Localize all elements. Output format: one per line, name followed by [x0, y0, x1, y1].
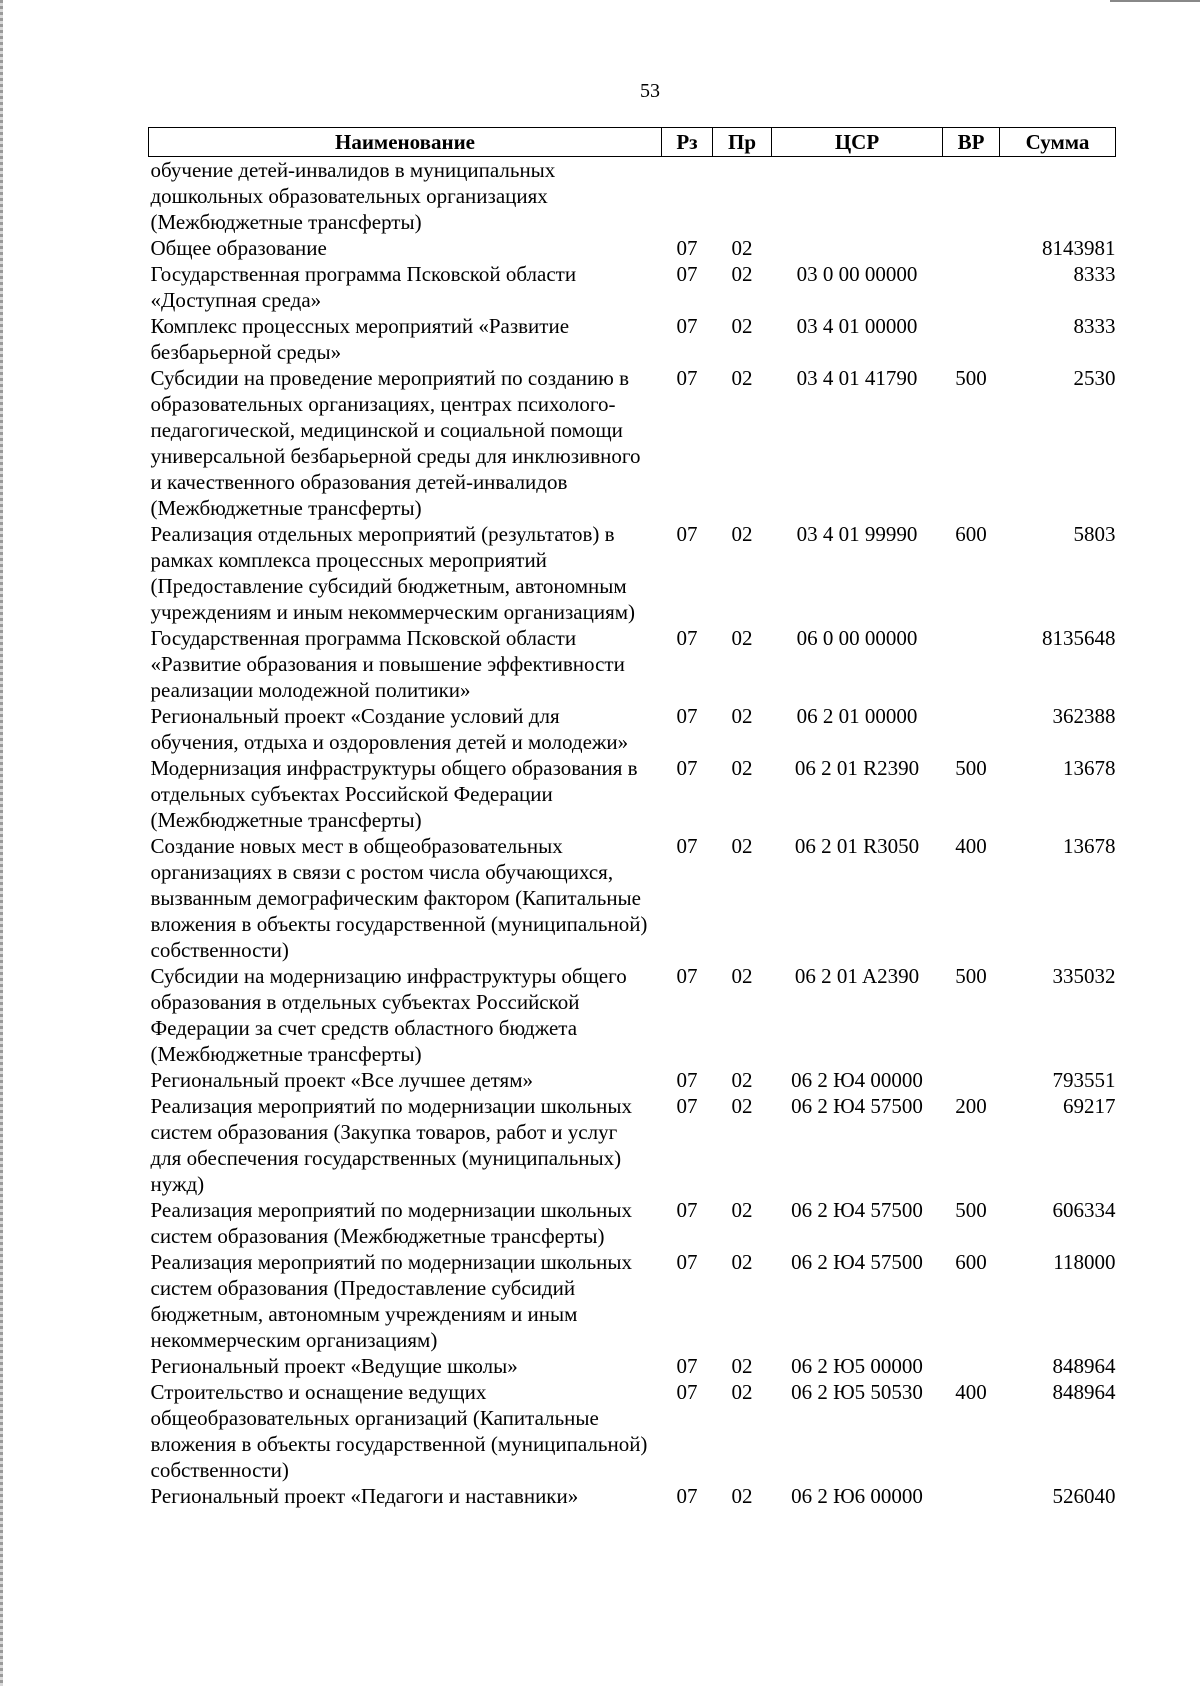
cell-rz: 07 — [676, 1354, 698, 1378]
cell-pr: 02 — [731, 756, 753, 780]
cell-vr: 500 — [955, 366, 987, 390]
row-name-text: Реализация мероприятий по модернизации школьных систем образования (Предоставление субсидий бюджетным, автономным учреждениям и иным некоммерческим организациям) — [150, 1250, 633, 1352]
table-row — [149, 365, 1116, 521]
cell-rz: 07 — [676, 964, 698, 988]
cell-csr: 06 2 Ю5 00000 — [791, 1354, 923, 1378]
cell-vr: 600 — [955, 522, 987, 546]
header-rz: Рз — [662, 128, 713, 157]
row-name-text: Реализация отдельных мероприятий (результатов) в рамках комплекса процессных мероприятий (Предоставление субсидий бюджетным, автономным учреждениям и иным некоммерческим организациям) — [150, 522, 636, 624]
table-row — [149, 625, 1116, 703]
cell-rz: 07 — [676, 1094, 698, 1118]
cell-csr: 06 2 Ю5 50530 — [791, 1380, 923, 1404]
table-row — [149, 1249, 1116, 1353]
table-row — [149, 755, 1116, 833]
cell-vr — [943, 1353, 1000, 1379]
cell-rz: 07 — [676, 236, 698, 260]
table-row — [149, 1197, 1116, 1249]
cell-sum: 362388 — [1052, 704, 1116, 728]
cell-pr: 02 — [731, 1354, 753, 1378]
table-row — [149, 963, 1116, 1067]
cell-rz: 07 — [676, 314, 698, 338]
cell-pr: 02 — [731, 262, 753, 286]
cell-csr — [772, 235, 943, 261]
cell-csr — [772, 157, 943, 236]
cell-name — [149, 521, 662, 625]
cell-csr: 06 2 Ю4 57500 — [791, 1198, 923, 1222]
cell-vr — [943, 703, 1000, 755]
cell-pr: 02 — [731, 1380, 753, 1404]
cell-sum: 526040 — [1052, 1484, 1116, 1508]
cell-rz: 07 — [676, 1068, 698, 1092]
cell-pr: 02 — [731, 1484, 753, 1508]
cell-vr: 200 — [955, 1094, 987, 1118]
cell-vr: 500 — [955, 964, 987, 988]
cell-pr: 02 — [731, 522, 753, 546]
cell-name — [149, 1483, 662, 1509]
cell-sum: 848964 — [1052, 1380, 1116, 1404]
cell-sum: 13678 — [1063, 756, 1116, 780]
row-name-text: Общее образование — [150, 236, 327, 260]
cell-csr: 06 2 01 R3050 — [794, 834, 920, 858]
cell-sum: 606334 — [1052, 1198, 1116, 1222]
row-name-text: Субсидии на модернизацию инфраструктуры общего образования в отдельных субъектах Российской Федерации за счет средств областного бюджета (Межбюджетные трансферты) — [150, 964, 627, 1066]
header-csr: ЦСР — [772, 128, 943, 157]
table-row — [149, 313, 1116, 365]
page-number: 53 — [640, 80, 660, 102]
row-name-text: Создание новых мест в общеобразовательных организациях в связи с ростом числа обучающихся, вызванным демографическим фактором (Капитальные вложения в объекты государственной (муниципальной) собственности) — [150, 834, 648, 962]
cell-rz: 07 — [676, 704, 698, 728]
cell-name — [149, 833, 662, 963]
cell-pr: 02 — [731, 964, 753, 988]
cell-csr: 03 4 01 41790 — [796, 366, 918, 390]
cell-csr: 06 0 00 00000 — [796, 626, 918, 650]
cell-csr: 03 4 01 99990 — [796, 522, 918, 546]
cell-pr: 02 — [731, 236, 753, 260]
table-body — [149, 157, 1116, 1510]
row-name-text: Модернизация инфраструктуры общего образования в отдельных субъектах Российской Федерации (Межбюджетные трансферты) — [150, 756, 638, 832]
cell-sum — [1000, 157, 1116, 236]
row-name-text: Региональный проект «Педагоги и наставники» — [150, 1484, 579, 1508]
cell-csr: 06 2 Ю6 00000 — [791, 1484, 923, 1508]
cell-pr: 02 — [731, 1198, 753, 1222]
cell-name — [149, 625, 662, 703]
cell-name — [149, 365, 662, 521]
cell-sum: 118000 — [1053, 1250, 1116, 1274]
cell-csr: 06 2 Ю4 57500 — [791, 1094, 923, 1118]
cell-sum: 69217 — [1063, 1094, 1116, 1118]
cell-name — [149, 963, 662, 1067]
cell-rz: 07 — [676, 1484, 698, 1508]
table-row — [149, 1483, 1116, 1509]
table-row — [149, 1379, 1116, 1483]
cell-vr — [943, 1067, 1000, 1093]
cell-vr: 400 — [955, 1380, 987, 1404]
cell-csr: 06 2 Ю4 00000 — [791, 1068, 923, 1092]
cell-pr: 02 — [731, 834, 753, 858]
row-name-text: Реализация мероприятий по модернизации школьных систем образования (Закупка товаров, работ и услуг для обеспечения государственных (муниципальных) нужд) — [150, 1094, 633, 1196]
header-name: Наименование — [149, 128, 662, 157]
cell-name — [149, 157, 662, 236]
table-row — [149, 261, 1116, 313]
table-row — [149, 1353, 1116, 1379]
cell-vr: 500 — [955, 756, 987, 780]
cell-vr: 400 — [955, 834, 987, 858]
row-name-text: Региональный проект «Создание условий для обучения, отдыха и оздоровления детей и молодежи» — [150, 704, 629, 754]
cell-rz: 07 — [676, 756, 698, 780]
cell-csr: 03 0 00 00000 — [796, 262, 918, 286]
row-name-text: Реализация мероприятий по модернизации школьных систем образования (Межбюджетные трансферты) — [150, 1198, 633, 1248]
header-sum: Сумма — [1000, 128, 1116, 157]
cell-rz: 07 — [676, 626, 698, 650]
scan-edge-left — [0, 0, 3, 1686]
row-name-text: Региональный проект «Ведущие школы» — [150, 1354, 518, 1378]
cell-rz — [662, 157, 713, 236]
row-name-text: Государственная программа Псковской области «Доступная среда» — [150, 262, 577, 312]
row-name-text: Субсидии на проведение мероприятий по созданию в образовательных организациях, центрах психолого-педагогической, медицинской и социальной помощи универсальной безбарьерной среды для инклюзивного и качественного образования детей-инвалидов (Межбюджетные трансферты) — [150, 366, 641, 520]
cell-rz: 07 — [676, 1380, 698, 1404]
cell-name — [149, 235, 662, 261]
budget-table — [148, 127, 1116, 1509]
cell-name — [149, 313, 662, 365]
cell-name — [149, 261, 662, 313]
table-row — [149, 833, 1116, 963]
cell-pr: 02 — [731, 1094, 753, 1118]
cell-pr: 02 — [731, 314, 753, 338]
header-vr: ВР — [943, 128, 1000, 157]
table-row — [149, 521, 1116, 625]
cell-pr: 02 — [731, 1068, 753, 1092]
cell-rz: 07 — [676, 366, 698, 390]
cell-name — [149, 1249, 662, 1353]
table-row — [149, 1067, 1116, 1093]
cell-vr — [943, 261, 1000, 313]
cell-rz: 07 — [676, 1250, 698, 1274]
cell-rz: 07 — [676, 834, 698, 858]
cell-vr — [943, 313, 1000, 365]
row-name-text: Региональный проект «Все лучшее детям» — [150, 1068, 533, 1092]
cell-name — [149, 703, 662, 755]
cell-csr: 06 2 01 00000 — [796, 704, 918, 728]
cell-csr: 06 2 Ю4 57500 — [791, 1250, 923, 1274]
row-name-text: Государственная программа Псковской области «Развитие образования и повышение эффективности реализации молодежной политики» — [150, 626, 625, 702]
cell-pr: 02 — [731, 1250, 753, 1274]
cell-pr: 02 — [731, 366, 753, 390]
cell-csr: 06 2 01 R2390 — [794, 756, 920, 780]
cell-sum: 793551 — [1052, 1068, 1116, 1092]
cell-rz: 07 — [676, 1198, 698, 1222]
cell-sum: 8143981 — [1042, 236, 1116, 260]
cell-vr: 600 — [955, 1250, 987, 1274]
header-pr: Пр — [713, 128, 772, 157]
cell-name — [149, 755, 662, 833]
table-header-row — [149, 128, 1116, 157]
cell-sum: 5803 — [1073, 522, 1116, 546]
cell-sum: 13678 — [1063, 834, 1116, 858]
cell-name — [149, 1093, 662, 1197]
cell-sum: 2530 — [1073, 366, 1116, 390]
cell-pr: 02 — [731, 626, 753, 650]
cell-csr: 03 4 01 00000 — [796, 314, 918, 338]
row-name-text: Комплекс процессных мероприятий «Развитие безбарьерной среды» — [150, 314, 570, 364]
cell-rz: 07 — [676, 522, 698, 546]
cell-vr — [943, 1483, 1000, 1509]
table-row — [149, 235, 1116, 261]
cell-name — [149, 1379, 662, 1483]
cell-vr: 500 — [955, 1198, 987, 1222]
row-name-text: обучение детей-инвалидов в муниципальных дошкольных образовательных организациях (Межбюджетные трансферты) — [150, 158, 556, 234]
cell-sum: 8333 — [1073, 314, 1116, 338]
cell-csr: 06 2 01 A2390 — [794, 964, 920, 988]
table-row — [149, 1093, 1116, 1197]
table-row — [149, 157, 1116, 236]
cell-rz: 07 — [676, 262, 698, 286]
cell-name — [149, 1353, 662, 1379]
cell-vr — [943, 157, 1000, 236]
scan-edge-top-right — [1110, 0, 1200, 2]
table-row — [149, 703, 1116, 755]
cell-name — [149, 1197, 662, 1249]
cell-sum: 335032 — [1052, 964, 1116, 988]
cell-pr: 02 — [731, 704, 753, 728]
cell-vr — [943, 235, 1000, 261]
cell-pr — [713, 157, 772, 236]
cell-vr — [943, 625, 1000, 703]
cell-sum: 8135648 — [1042, 626, 1116, 650]
cell-sum: 8333 — [1073, 262, 1116, 286]
row-name-text: Строительство и оснащение ведущих общеобразовательных организаций (Капитальные вложения в объекты государственной (муниципальной) собственности) — [150, 1380, 648, 1482]
cell-sum: 848964 — [1052, 1354, 1116, 1378]
cell-name — [149, 1067, 662, 1093]
